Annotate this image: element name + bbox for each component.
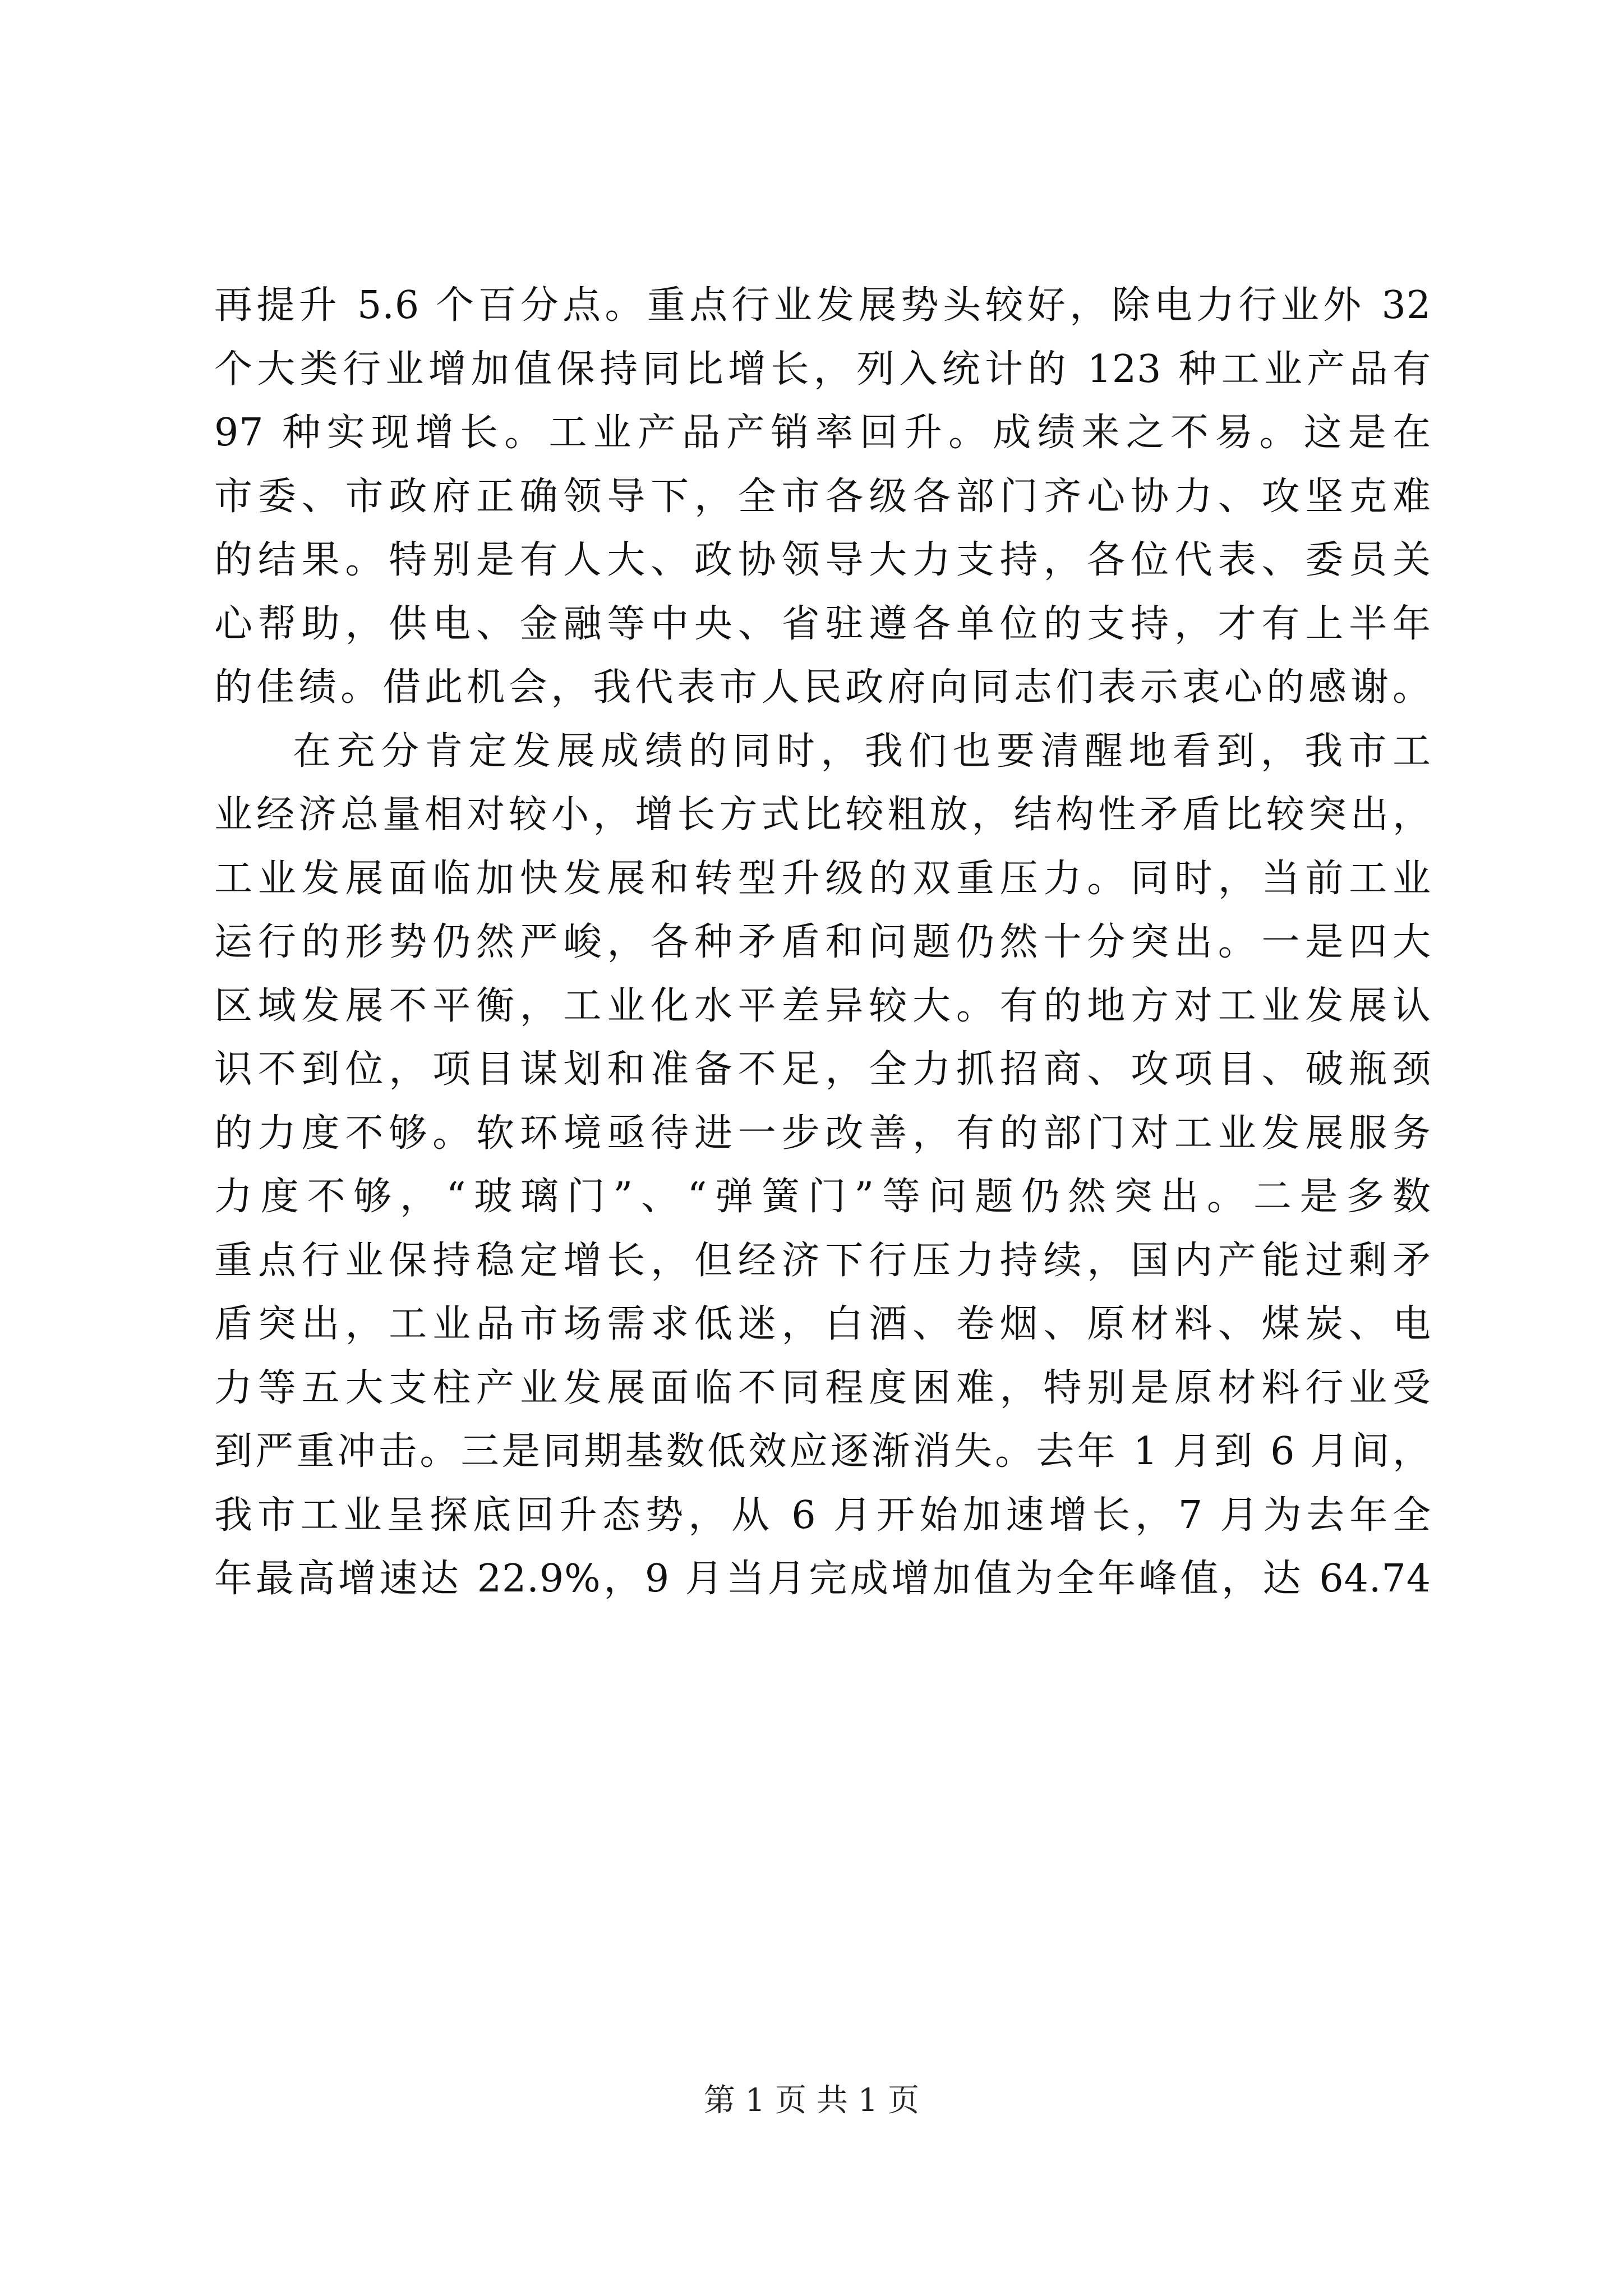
- text-line: 97 种实现增长。工业产品产销率回升。成绩来之不易。这是在: [214, 411, 1431, 455]
- text-line: 业经济总量相对较小，增长方式比较粗放，结构性矛盾比较突出，: [214, 793, 1431, 837]
- text-line: 重点行业保持稳定增长，但经济下行压力持续，国内产能过剩矛: [214, 1238, 1431, 1283]
- text-line: 力等五大支柱产业发展面临不同程度困难，特别是原材料行业受: [214, 1365, 1431, 1410]
- text-line: 工业发展面临加快发展和转型升级的双重压力。同时，当前工业: [214, 856, 1431, 901]
- text-line: 再提升 5.6 个百分点。重点行业发展势头较好，除电力行业外 32: [214, 283, 1431, 328]
- text-line: 心帮助，供电、金融等中央、省驻遵各单位的支持，才有上半年: [214, 601, 1431, 646]
- text-line: 运行的形势仍然严峻，各种矛盾和问题仍然十分突出。一是四大: [214, 920, 1431, 964]
- text-line: 识不到位，项目谋划和准备不足，全力抓招商、攻项目、破瓶颈: [214, 1047, 1431, 1092]
- text-line: 的结果。特别是有人大、政协领导大力支持，各位代表、委员关: [214, 538, 1431, 582]
- body-text: [214, 274, 1431, 1611]
- text-line: 盾突出，工业品市场需求低迷，白酒、卷烟、原材料、煤炭、电: [214, 1302, 1431, 1346]
- page-footer: 第 1 页 共 1 页: [703, 2082, 920, 2119]
- text-line: 个大类行业增加值保持同比增长，列入统计的 123 种工业产品有: [214, 347, 1431, 392]
- text-line: 市委、市政府正确领导下，全市各级各部门齐心协力、攻坚克难: [214, 474, 1431, 519]
- text-line: 到严重冲击。三是同期基数低效应逐渐消失。去年 1 月到 6 月间，: [214, 1429, 1431, 1474]
- text-line: 的力度不够。软环境亟待进一步改善，有的部门对工业发展服务: [214, 1111, 1431, 1156]
- text-line: 力度不够，“玻璃门”、“弹簧门”等问题仍然突出。二是多数: [214, 1175, 1431, 1219]
- text-line: 区域发展不平衡，工业化水平差异较大。有的地方对工业发展认: [214, 983, 1431, 1028]
- text-line: 的佳绩。借此机会，我代表市人民政府向同志们表示衷心的感谢。: [214, 665, 1431, 710]
- text-line: 我市工业呈探底回升态势，从 6 月开始加速增长，7 月为去年全: [214, 1493, 1431, 1538]
- text-line: 年最高增速达 22.9%，9 月当月完成增加值为全年峰值，达 64.74: [214, 1557, 1431, 1601]
- paragraph-start-line: 在充分肯定发展成绩的同时，我们也要清醒地看到，我市工: [293, 729, 1431, 774]
